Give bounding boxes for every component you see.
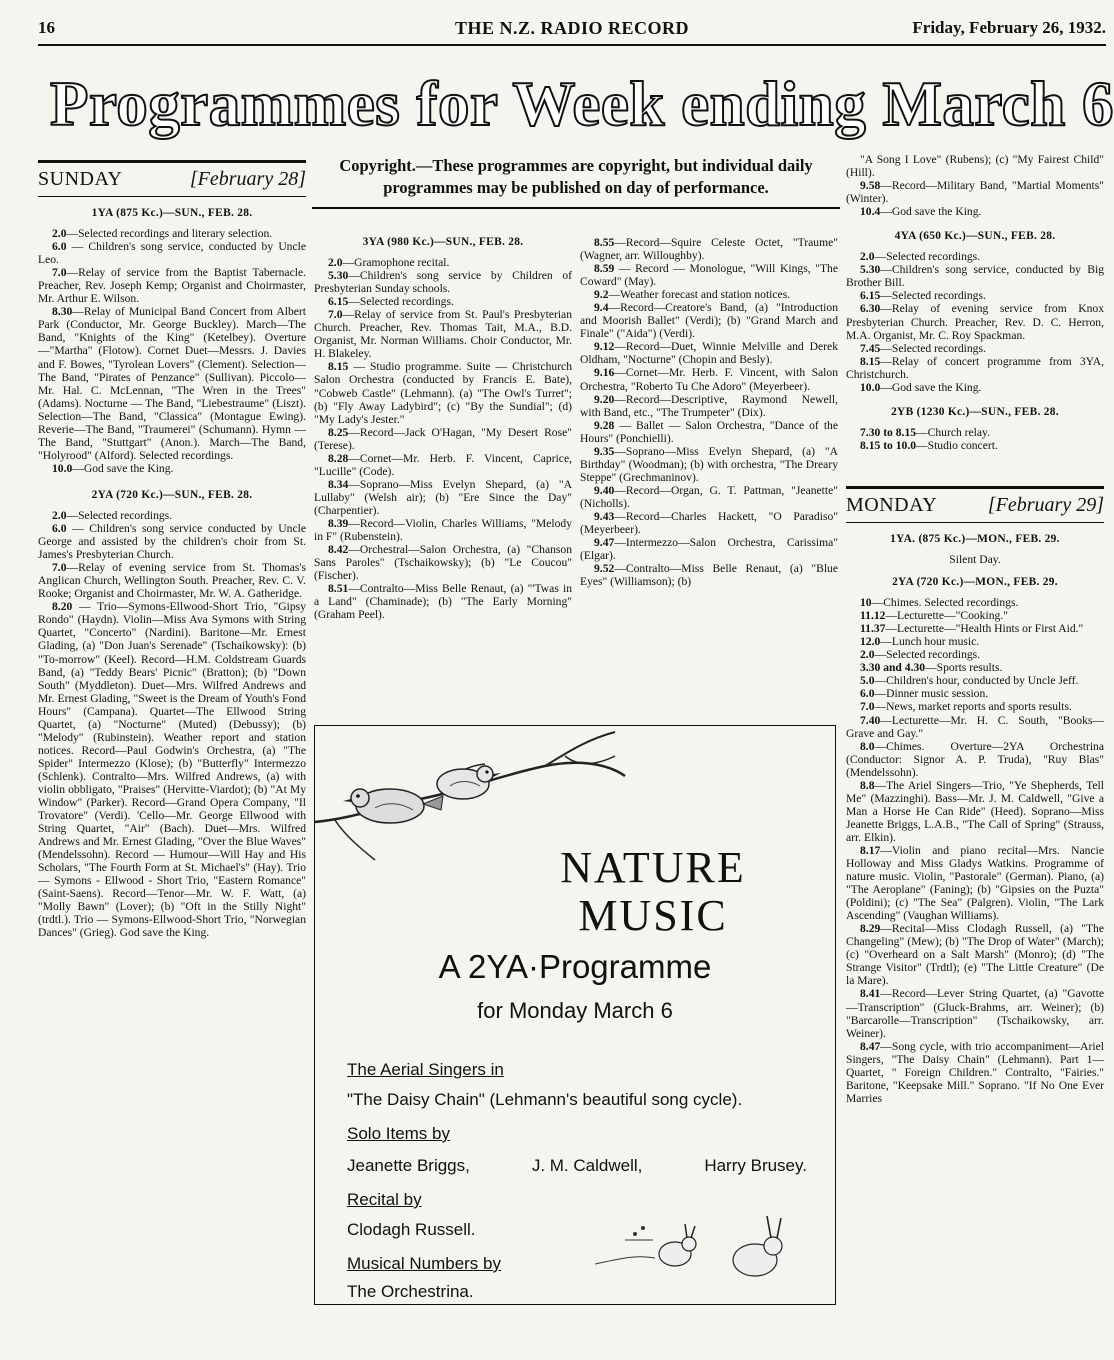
issue-date: Friday, February 26, 1932. xyxy=(912,18,1106,37)
programme-text: —Selected recordings. xyxy=(874,648,981,662)
programme-text: —Selected recordings. xyxy=(874,250,981,264)
programme-time: 9.47 xyxy=(594,536,615,550)
programme-text: —Gramophone recital. xyxy=(342,256,450,270)
ad-line-5: Recital by xyxy=(347,1190,422,1209)
programme-item xyxy=(846,179,1104,205)
programme-text: —Relay of service from the Baptist Tabernacle. Preacher, Rev. Joseph Kemp; Organist and Choirmaster, Mr. Arthur E. Wilson. xyxy=(38,266,306,306)
programme-item xyxy=(314,256,572,269)
programme-text: —Cornet—Mr. Herb. F. Vincent, with Salon Orchestra, "Roberto Tu Che Adoro" (Meyerbeer). xyxy=(580,366,838,393)
programme-time: 8.55 xyxy=(594,236,615,249)
programme-item xyxy=(846,844,1104,922)
programme-item xyxy=(38,522,306,561)
programme-text: —Relay of evening service from Knox Presbyterian Church. Preacher, Rev. D. C. Herron, M.A. Organist, Mr. C. Roy Spackman. xyxy=(846,302,1104,342)
programme-time: 9.16 xyxy=(594,366,615,380)
programme-text: —Soprano—Miss Evelyn Shepard, (a) "A Birthday" (Woodman); (b) with orchestra, "The Dreary Steppe" (Grechmaninov). xyxy=(580,444,838,484)
programme-item xyxy=(846,622,1104,635)
header-rule xyxy=(38,44,1106,46)
programme-text: —Church relay. xyxy=(916,425,990,439)
programme-list xyxy=(314,256,572,621)
column-1 xyxy=(38,158,306,940)
programme-time: 8.47 xyxy=(860,1039,881,1053)
programme-time: 3.30 and 4.30 xyxy=(860,661,926,675)
programme-text: —Selected recordings. xyxy=(880,341,986,355)
programme-time: 9.28 xyxy=(594,418,615,432)
programme-text: — Children's song service conducted by Uncle George and assisted by the children's choir from St. James's Presbyterian Church. xyxy=(38,522,306,562)
programme-text: —Contralto—Miss Belle Renaut, (a) "Blue Eyes" (Williamson); (b) xyxy=(580,562,838,589)
programme-item xyxy=(846,289,1104,302)
station-heading: 2YA (720 Kc.)—SUN., FEB. 28. xyxy=(91,488,253,501)
programme-text: —Cornet—Mr. Herb. F. Vincent, Caprice, "Lucille" (Code). xyxy=(314,451,572,478)
programme-time: 9.12 xyxy=(594,340,615,354)
day-date: [February 29] xyxy=(987,493,1104,516)
copyright-line-1: Copyright.—These programmes are copyright, but individual daily xyxy=(339,156,813,175)
programme-time: 7.0 xyxy=(860,700,875,714)
programme-text: —Lecturette—"Cooking." xyxy=(885,609,1008,623)
publication-title: THE N.Z. RADIO RECORD xyxy=(454,18,690,38)
programme-list xyxy=(38,227,306,475)
programme-item xyxy=(580,445,838,484)
programme-time: 5.0 xyxy=(860,674,875,688)
programme-time: 7.0 xyxy=(52,266,67,280)
copyright-notice xyxy=(312,155,840,209)
programme-time: 8.28 xyxy=(328,451,349,465)
programme-item xyxy=(846,426,1104,439)
ad-programme: A 2YA·Programme xyxy=(438,948,712,985)
programme-time: 10.0 xyxy=(52,461,73,475)
programme-item xyxy=(38,240,306,266)
programme-item xyxy=(38,227,306,240)
programme-item xyxy=(580,301,838,340)
day-heading-sunday xyxy=(38,160,306,197)
programme-item xyxy=(580,562,838,588)
programme-time: 9.58 xyxy=(860,179,881,193)
programme-text: —Lunch hour music. xyxy=(880,635,980,649)
programme-text: —Contralto—Miss Belle Renaut, (a) "'Twas in a Land" (Chaminade); (b) "The Early Morning" (Graham Peel). xyxy=(314,582,572,622)
programme-time: 7.0 xyxy=(52,561,67,575)
programme-time: 8.59 xyxy=(594,262,615,276)
programme-time: 2.0 xyxy=(860,250,875,264)
programme-time: 7.45 xyxy=(860,341,881,355)
page-number: 16 xyxy=(38,18,55,37)
programme-text: — Children's song service, conducted by Uncle Leo. xyxy=(38,240,306,267)
programme-text: —Relay of concert programme from 3YA, Christchurch. xyxy=(846,354,1104,381)
programme-item xyxy=(846,342,1104,355)
programme-item xyxy=(314,295,572,308)
programme-item xyxy=(846,740,1104,779)
programme-text: —Orchestral—Salon Orchestra, (a) "Chanson Sans Paroles" (Tschaikowsky); (b) "Le Coucou" (Fischer). xyxy=(314,543,572,583)
programme-item xyxy=(314,517,572,543)
programme-text: —Record—Duet, Winnie Melville and Derek Oldham, "Nocturne" (Chopin and Besly). xyxy=(580,340,838,367)
programme-item xyxy=(580,484,838,510)
ad-line-8: The Orchestrina. xyxy=(347,1282,474,1301)
programme-text: —Record—Jack O'Hagan, "My Desert Rose" (Terese). xyxy=(314,425,572,452)
column-4 xyxy=(846,153,1104,1105)
programme-text: —Record—Lever String Quartet, (a) "Gavotte—Transcription" (Gluck-Brahms, arr. Weiner); (b) "Barcarolle—Transcription" (Tschaikowsky, arr. Weiner). xyxy=(846,987,1104,1040)
programme-text: —Record—Creatore's Band, (a) "Introduction and Moorish Ballet" (Verdi); (b) "Grand March and Finale" ("Aida") (Verdi). xyxy=(580,301,838,341)
station-heading: 1YA (875 Kc.)—SUN., FEB. 28. xyxy=(91,207,253,219)
programme-item xyxy=(846,205,1104,218)
programme-time: 9.4 xyxy=(594,301,609,315)
programme-item xyxy=(846,153,1104,179)
programme-text: —Dinner music session. xyxy=(874,687,989,701)
programme-item xyxy=(846,381,1104,394)
programme-item xyxy=(38,509,306,522)
programme-text: —Record—Charles Hackett, "O Paradiso" (Meyerbeer). xyxy=(580,509,838,537)
programme-text: —Record—Squire Celeste Octet, "Traume" (Wagner, arr. Willoughby). xyxy=(580,236,838,263)
programme-text: "A Song I Love" (Rubens); (c) "My Fairest Child" (Hill). xyxy=(846,153,1104,180)
ad-performer-3: Harry Brusey. xyxy=(704,1156,807,1175)
programme-item xyxy=(846,648,1104,661)
programme-item xyxy=(314,543,572,582)
programme-time: 9.35 xyxy=(594,444,615,458)
programme-time: 7.40 xyxy=(860,713,881,727)
programme-time: 6.30 xyxy=(860,302,881,316)
programme-item xyxy=(580,393,838,419)
programme-time: 10.4 xyxy=(860,205,881,219)
programme-time: 9.43 xyxy=(594,509,615,523)
programme-time: 10.0 xyxy=(860,380,881,394)
programme-text: —Weather forecast and station notices. xyxy=(608,288,791,302)
programme-item xyxy=(846,922,1104,987)
programme-item xyxy=(846,596,1104,609)
programme-time: 10 xyxy=(860,596,872,610)
programme-text: —Record—Military Band, "Martial Moments" (Winter). xyxy=(846,179,1104,206)
programme-time: 8.42 xyxy=(328,543,349,557)
programme-text: —Record—Organ, G. T. Pattman, "Jeanette" (Nicholls). xyxy=(580,483,838,510)
programme-text: —God save the King. xyxy=(72,461,174,475)
programme-text: —Violin and piano recital—Mrs. Nancie Holloway and Miss Gladys Watkins. Programme of nature music. Violin, "Pastorale" (German). Piano, (a) "The Aeroplane" (Faning); (b) "Gipsies on the Puzta" (Poldini); (c) "The Sea" (Palgren). Violin, "The Lark Ascending" (Vaughan Williams). xyxy=(846,843,1104,923)
programme-item xyxy=(846,661,1104,674)
programme-text: —Chimes. Overture—2YA Orchestrina (Conductor: Signor A. P. Truda), "Ruy Blas" (Mendelssohn). xyxy=(846,739,1104,779)
programme-time: 2.0 xyxy=(52,227,67,241)
programme-text: —Selected recordings. xyxy=(66,508,173,522)
copyright-line-2: programmes may be published on day of performance. xyxy=(383,178,769,197)
ad-nature: NATURE xyxy=(560,843,746,892)
programme-text: —Studio concert. xyxy=(916,438,998,452)
programme-time: 8.51 xyxy=(328,582,349,596)
programme-text: —The Ariel Singers—Trio, "Ye Shepherds, Tell Me" (Mazzinghi). Bass—Mr. J. M. Caldwell, "Give a Man a Horse He Can Ride" (Heed). Soprano—Miss Jeanette Briggs, L.A.B., "The Call of Spring" (Strauss, arr. Elkin). xyxy=(846,778,1104,844)
programme-item xyxy=(580,340,838,366)
page-header xyxy=(38,18,1106,44)
programme-time: 8.0 xyxy=(860,739,875,753)
programme-item xyxy=(846,779,1104,844)
programme-item xyxy=(314,360,572,425)
programme-text: —Sports results. xyxy=(925,661,1003,675)
programme-list xyxy=(846,153,1104,218)
programme-text: —Record—Violin, Charles Williams, "Melody in F" (Rubenstein). xyxy=(314,516,572,544)
programme-item xyxy=(846,687,1104,700)
programme-text: — Studio programme. Suite — Christchurch Salon Orchestra (conducted by Francis E. Bate), "Cobweb Castle" (Lehmann). (a) "The Owl's Turret"; (b) "Fly Away Ladybird"; (c) "By the Sundial"; (d) "My Lady's Jester." xyxy=(314,360,572,426)
programme-list xyxy=(846,596,1104,1105)
programme-time: 9.2 xyxy=(594,288,609,302)
programme-item xyxy=(314,582,572,621)
silent-day-note: Silent Day. xyxy=(949,552,1001,566)
programme-time: 8.17 xyxy=(860,843,881,857)
programme-text: —Relay of evening service from St. Thomas's Anglican Church, Wellington South. Preacher, Rev. C. V. Rooke; Organist and Choirmaster, Mr. W. A. Gatheridge. xyxy=(38,561,306,601)
ad-date: for Monday March 6 xyxy=(477,998,673,1023)
programme-text: —Song cycle, with trio accompaniment—Ariel Singers, "The Daisy Chain" (Lehmann). Part 1—Quartet, " Foreign Children." Contralto, "Fairies." Baritone, "Keepsake Mill." Soprano. "If No One Ever Marries xyxy=(846,1039,1104,1105)
programme-text: —God save the King. xyxy=(880,380,982,394)
programme-time: 2.0 xyxy=(860,648,875,662)
programme-item xyxy=(580,236,838,262)
programme-item xyxy=(846,1040,1104,1105)
programme-text: — Ballet — Salon Orchestra, "Dance of the Hours" (Ponchielli). xyxy=(580,418,838,445)
station-heading: 2YB (1230 Kc.)—SUN., FEB. 28. xyxy=(891,405,1059,418)
programme-text: —Chimes. Selected recordings. xyxy=(871,596,1019,610)
programme-item xyxy=(580,510,838,536)
programme-item xyxy=(314,426,572,452)
programme-item xyxy=(580,288,838,301)
station-heading: 2YA (720 Kc.)—MON., FEB. 29. xyxy=(892,576,1058,589)
programme-text: — Record — Monologue, "Will Kings, "The Coward" (May). xyxy=(580,262,838,289)
ad-line-7: Musical Numbers by xyxy=(347,1254,501,1273)
programme-text: —God save the King. xyxy=(880,205,982,219)
day-name: SUNDAY xyxy=(38,168,123,190)
programme-time: 6.15 xyxy=(860,289,881,303)
programme-time: 8.34 xyxy=(328,477,349,491)
programme-time: 5.30 xyxy=(860,263,881,277)
programme-text: —Relay of Municipal Band Concert from Albert Park (Conductor, Mr. George Buckley). March—The Band, "Knights of the King" (Ketelbey). Overture—"Martha" (Flotow). Cornet Duet—Messrs. J. Davies and F. Bowes, "Tyrolean Lovers" (Clement). Selection—The Band, "Pirates of Penzance" (Sullivan). Piccolo—Mr. Hal. C. McLennan, "The Wren in the Trees" (Adams). Nocturne — The Band, "Liebestraume" (Liszt). Selection—The Band, "Classica" (Montague Ewing). Reverie—The Band, "Traumerei" (Schumann). Hymn — The Band, "Stuttgart" (Anon.). March—The Band, "Holyrood" (Alford). Selected recordings. xyxy=(38,305,306,462)
programme-time: 9.52 xyxy=(594,562,615,576)
programme-time: 7.0 xyxy=(328,308,343,322)
programme-time: 8.15 xyxy=(328,360,349,374)
programme-text: — Trio—Symons-Ellwood-Short Trio, "Gipsy Rondo" (Haydn). Violin—Miss Ava Symons with String Quartet, "Concerto" (Nardini). Baritone—Mr. Ernest Glading, (a) "Don Juan's Serenade" (Tschaikowsky): (b) "To-morrow" (Keel). Record—H.M. Coldstream Guards Band, (a) "Teddy Bears' Picnic" (Bratton); (b) "Down South" (Myddleton). Duet—Mrs. Wilfred Andrews and Mr. Ernest Glading, "Sweet is the Dream of Youth's Fond Hours" (Campana). Quartet—The Ellwood String Quartet, (a) "Nocturne" (Muted) (Debussy); (b) "Melody" (Rubinstein). Weather report and station notices. Record—Paul Godwin's Orchestra, (a) "The Spider" Intermezzo (Klose); (b) "Butterfly" Intermezzo (Schlenk). Contralto—Mrs. Wilfred Andrews, (a) with violin obbligato, "Praises" (Hervitte-Viardot); (b) "At My Window" (Parker). Record—Grand Opera Company, "Il Trovatore" (Verdi). 'Cello—Mr. George Ellwood with String Quartet, "Air" (Bach). Duet—Mrs. Wilfred Andrews and Mr. Ernest Glading, "Over the Blue Waves" (Mendelssohn). Record — Humour—Will Hay and His Scholars, "The Fourth Form at St. Michael's" (Hay). Trio — Symons - Ellwood - Short Trio, "Eastern Romance" (Saint-Saens). Record—Tenor—Mr. W. F. Watt, (a) "Molly Bawn" (Lover); (b) "Oft in the Stilly Night" (trdtl.). Trio — Symons-Ellwood-Short Trio, "Norwegian Dances" (Grieg). God save the King. xyxy=(38,600,306,940)
programme-item xyxy=(846,302,1104,341)
programme-item xyxy=(38,462,306,475)
programme-time: 8.39 xyxy=(328,516,349,530)
ad-music: MUSIC xyxy=(578,891,728,940)
nature-music-advertisement xyxy=(314,725,836,1305)
programme-item xyxy=(314,269,572,295)
programme-item xyxy=(846,263,1104,289)
rabbit-illustration xyxy=(595,1204,815,1284)
programme-item xyxy=(38,600,306,939)
programme-time: 8.25 xyxy=(328,425,349,439)
programme-item xyxy=(314,452,572,478)
programme-item xyxy=(846,635,1104,648)
programme-text: —Children's hour, conducted by Uncle Jeff. xyxy=(874,674,1079,688)
programme-time: 8.30 xyxy=(52,305,73,319)
programme-time: 7.30 to 8.15 xyxy=(860,425,917,439)
ad-line-4 xyxy=(347,1156,807,1176)
programme-item xyxy=(580,536,838,562)
ad-line-1: The Aerial Singers in xyxy=(347,1060,504,1079)
ad-performer-1: Jeanette Briggs, xyxy=(347,1156,470,1175)
programme-text: —Intermezzo—Salon Orchestra, Carissima" (Elgar). xyxy=(580,536,838,563)
page-headline: Programmes for Week ending March 6 xyxy=(50,69,1114,139)
programme-time: 2.0 xyxy=(52,508,67,522)
programme-item xyxy=(846,355,1104,381)
programme-item xyxy=(846,987,1104,1039)
programme-item xyxy=(846,674,1104,687)
programme-time: 8.20 xyxy=(52,600,73,614)
programme-text: —Lecturette—Mr. H. C. South, "Books—Grave and Gay." xyxy=(846,713,1104,740)
programme-item xyxy=(846,714,1104,740)
ad-line-2: "The Daisy Chain" (Lehmann's beautiful song cycle). xyxy=(347,1090,743,1109)
ad-performer-2: J. M. Caldwell, xyxy=(531,1156,643,1175)
programme-text: —News, market reports and sports results. xyxy=(874,700,1072,714)
programme-item xyxy=(580,262,838,288)
programme-time: 2.0 xyxy=(328,256,343,270)
programme-item xyxy=(38,305,306,462)
programme-time: 5.30 xyxy=(328,269,349,283)
programme-item xyxy=(846,700,1104,713)
programme-item xyxy=(846,609,1104,622)
programme-item xyxy=(314,478,572,517)
programme-text: —Selected recordings. xyxy=(348,295,454,309)
day-date: [February 28] xyxy=(189,168,306,190)
programme-time: 11.37 xyxy=(860,622,886,636)
programme-time: 6.0 xyxy=(52,522,67,536)
programme-text: —Selected recordings and literary selection. xyxy=(66,227,273,241)
programme-time: 9.40 xyxy=(594,483,615,497)
programme-item xyxy=(580,419,838,445)
ad-line-3: Solo Items by xyxy=(347,1124,450,1143)
programme-time: 8.29 xyxy=(860,922,881,936)
programme-text: —Relay of service from St. Paul's Presbyterian Church. Preacher, Rev. Thomas Tait, M.A., B.D. Organist, Mr. Norman Williams. Choir Conductor, Mr. H. Blakeley. xyxy=(314,308,572,361)
column-3 xyxy=(580,236,838,588)
programme-time: 8.15 to 10.0 xyxy=(860,438,917,452)
programme-time: 8.15 xyxy=(860,354,881,368)
programme-text: —Children's song service, conducted by Big Brother Bill. xyxy=(846,263,1104,290)
programme-time: 8.41 xyxy=(860,987,881,1001)
programme-text: —Selected recordings. xyxy=(880,289,986,303)
programme-list xyxy=(846,250,1104,394)
programme-time: 6.15 xyxy=(328,295,349,309)
programme-text: —Children's song service by Children of Presbyterian Sunday schools. xyxy=(314,269,572,296)
programme-time: 11.12 xyxy=(860,609,886,623)
programme-text: —Lecturette—"Health Hints or First Aid." xyxy=(885,622,1084,636)
programme-item xyxy=(38,561,306,600)
ad-line-6: Clodagh Russell. xyxy=(347,1220,476,1239)
programme-time: 9.20 xyxy=(594,392,615,406)
programme-list xyxy=(580,236,838,588)
programme-list xyxy=(38,509,306,940)
programme-time: 6.0 xyxy=(860,687,875,701)
programme-item xyxy=(314,308,572,360)
programme-item xyxy=(38,266,306,305)
programme-time: 12.0 xyxy=(860,635,881,649)
programme-list xyxy=(846,426,1104,452)
day-heading-monday xyxy=(846,486,1104,523)
programme-text: —Record—Descriptive, Raymond Newell, with Band, etc., "The Trumpeter" (Dix). xyxy=(580,392,838,419)
programme-text: —Soprano—Miss Evelyn Shepard, (a) "A Lullaby" (Welsh air); (b) "Ere Since the Day" (Charpentier). xyxy=(314,477,572,517)
programme-text: —Recital—Miss Clodagh Russell, (a) "The Changeling" (Mew); (b) "The Drop of Water" (March); (c) "Overheard on a Salt Marsh" (Monro); (d) "The Strange Visitor" (Trdtl); (e) "The Little Creature" (De la Mare). xyxy=(846,922,1104,988)
station-heading: 3YA (980 Kc.)—SUN., FEB. 28. xyxy=(362,236,524,248)
programme-item xyxy=(580,366,838,392)
column-2 xyxy=(314,232,572,621)
programme-time: 8.8 xyxy=(860,778,875,792)
station-heading: 1YA. (875 Kc.)—MON., FEB. 29. xyxy=(890,532,1060,545)
station-heading: 4YA (650 Kc.)—SUN., FEB. 28. xyxy=(894,230,1056,243)
programme-item xyxy=(846,250,1104,263)
day-name: MONDAY xyxy=(846,493,938,516)
programme-item xyxy=(846,439,1104,452)
programme-time: 6.0 xyxy=(52,240,67,254)
